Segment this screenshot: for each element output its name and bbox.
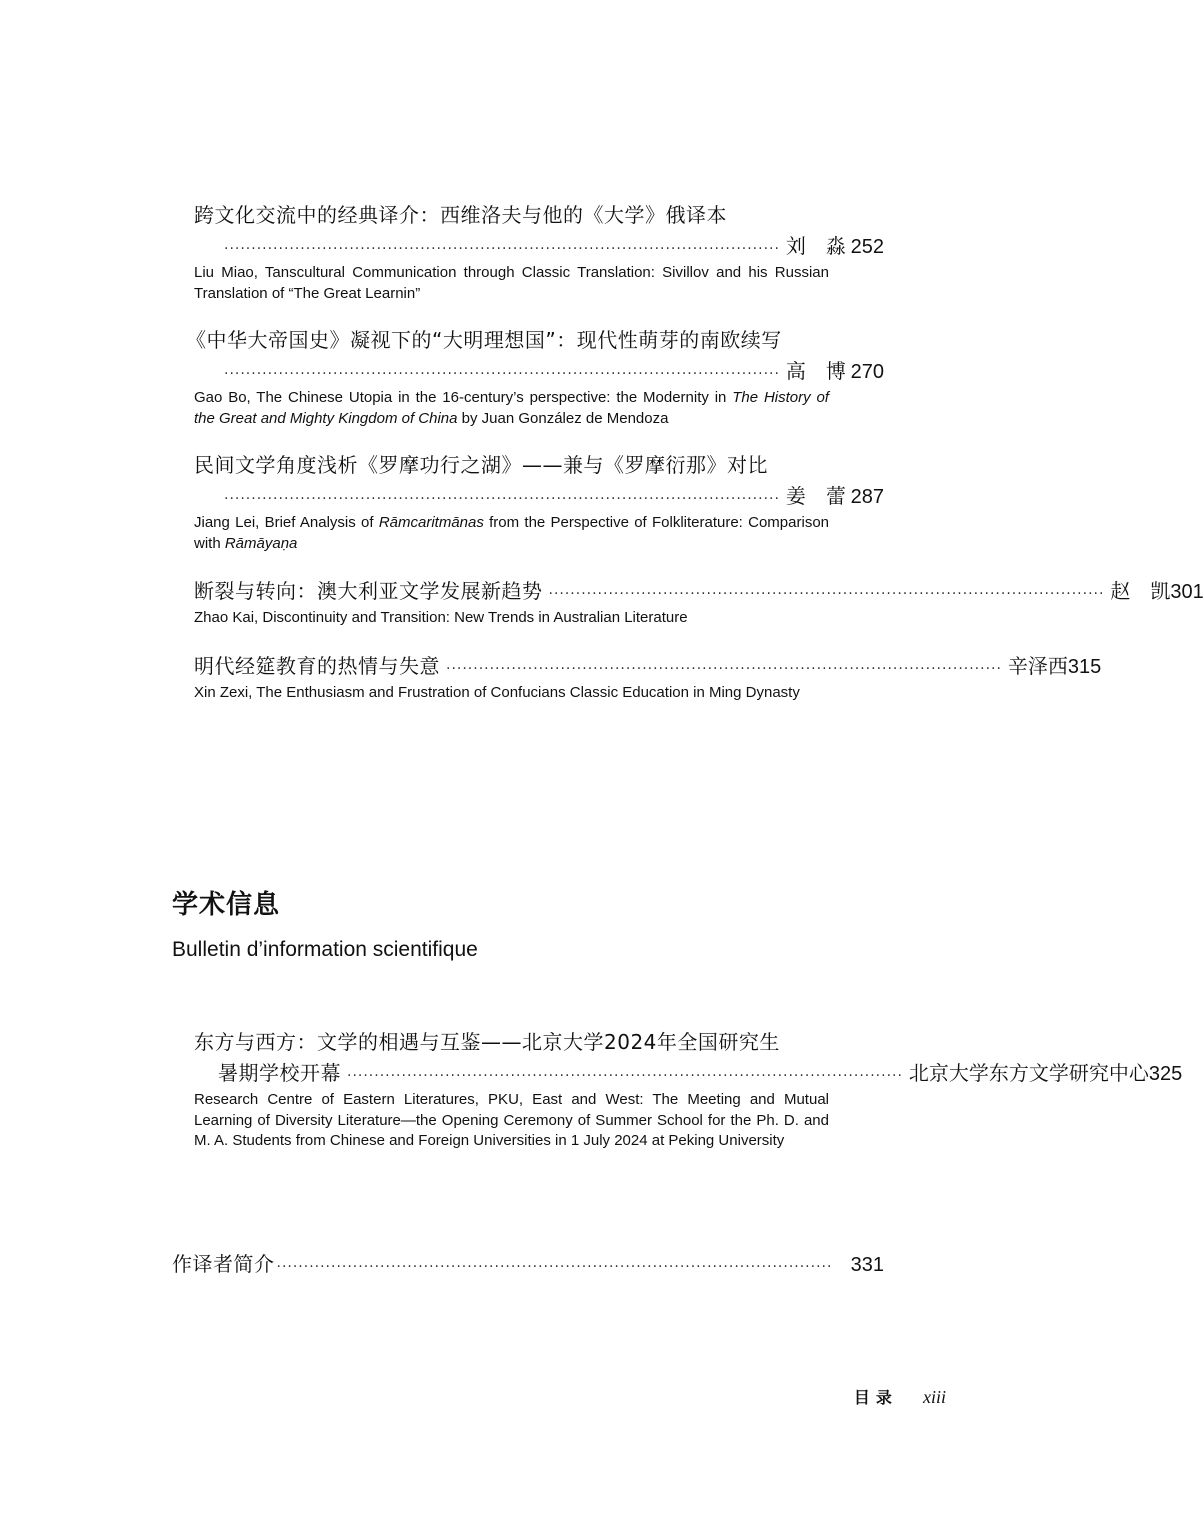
- entry-page: 315: [1067, 656, 1102, 678]
- toc-entry[interactable]: [194, 650, 1102, 704]
- leader-dots: ······································································································: [347, 1068, 903, 1084]
- entry-title-continued: 暑期学校开幕: [218, 1061, 341, 1085]
- entry-english: Research Centre of Eastern Literatures, PKU, East and West: The Meeting and Mutual Learning of Diversity Literature—the Opening Ceremony of Summer School for the Ph. D. and M. A. Students from Chinese and Foreign Universities in 1 July 2024 at Peking University: [194, 1091, 829, 1149]
- entry-author: 北京大学东方文学研究中心: [908, 1061, 1149, 1085]
- entry-title: 作译者简介: [172, 1252, 275, 1276]
- entry-english: Liu Miao, Tanscultural Communication through Classic Translation: Sivillov and his Russian Translation of “The Great Learnin”: [194, 264, 829, 302]
- entry-page: 270: [850, 361, 884, 383]
- toc-entry[interactable]: [194, 200, 884, 304]
- footer-label: 目录: [853, 1388, 898, 1407]
- entry-english: Gao Bo, The Chinese Utopia in the 16-century’s perspective: the Modernity in The History of the Great and Mighty Kingdom of China by Juan González de Mendoza: [194, 389, 829, 427]
- entry-english: Xin Zexi, The Enthusiasm and Frustration of Confucians Classic Education in Ming Dynasty: [194, 684, 800, 701]
- section-subtitle: Bulletin d’information scientifique: [172, 938, 478, 961]
- entry-page: 325: [1148, 1063, 1183, 1085]
- entry-author: 赵 凯: [1110, 579, 1171, 603]
- leader-dots: ······································································································: [224, 366, 780, 382]
- section-title: 学术信息: [172, 890, 281, 920]
- toc-entry[interactable]: [194, 450, 884, 554]
- entry-english: Jiang Lei, Brief Analysis of Rāmcaritmānas from the Perspective of Folkliterature: Comparison with Rāmāyaṇa: [194, 514, 829, 552]
- entry-page: 301: [1170, 581, 1204, 603]
- toc-entry[interactable]: [194, 575, 1204, 629]
- page-footer: [854, 1385, 946, 1408]
- entry-page: 252: [850, 236, 884, 258]
- entry-title: 跨文化交流中的经典译介：西维洛夫与他的《大学》俄译本: [194, 203, 727, 227]
- entry-author: 姜 蕾: [785, 484, 846, 508]
- entry-title: 《中华大帝国史》凝视下的“大明理想国”：现代性萌芽的南欧续写: [186, 328, 782, 352]
- leader-dots: ······································································································: [224, 241, 780, 257]
- toc-entry-contributors[interactable]: [172, 1249, 884, 1279]
- leader-dots: ······································································································: [224, 491, 780, 507]
- toc-entry[interactable]: [194, 1027, 1183, 1152]
- footer-page-number: xiii: [923, 1387, 946, 1407]
- entry-author: 高 博: [785, 359, 846, 383]
- toc-entry[interactable]: [186, 325, 884, 429]
- entry-page: 331: [850, 1254, 884, 1276]
- entry-title: 东方与西方：文学的相遇与互鉴——北京大学2024年全国研究生: [194, 1030, 780, 1054]
- entry-page: 287: [850, 486, 884, 508]
- entry-english: Zhao Kai, Discontinuity and Transition: New Trends in Australian Literature: [194, 609, 688, 626]
- leader-dots: ······································································································: [548, 586, 1105, 602]
- entry-title: 断裂与转向：澳大利亚文学发展新趋势: [194, 579, 543, 603]
- leader-dots: ······································································································: [446, 661, 1002, 677]
- entry-author: 辛泽西: [1007, 654, 1068, 678]
- entry-title: 明代经筵教育的热情与失意: [194, 654, 440, 678]
- leader-dots: ······································································································: [276, 1259, 833, 1275]
- entry-author: 刘 淼: [785, 234, 846, 258]
- entry-title: 民间文学角度浅析《罗摩功行之湖》——兼与《罗摩衍那》对比: [194, 453, 768, 477]
